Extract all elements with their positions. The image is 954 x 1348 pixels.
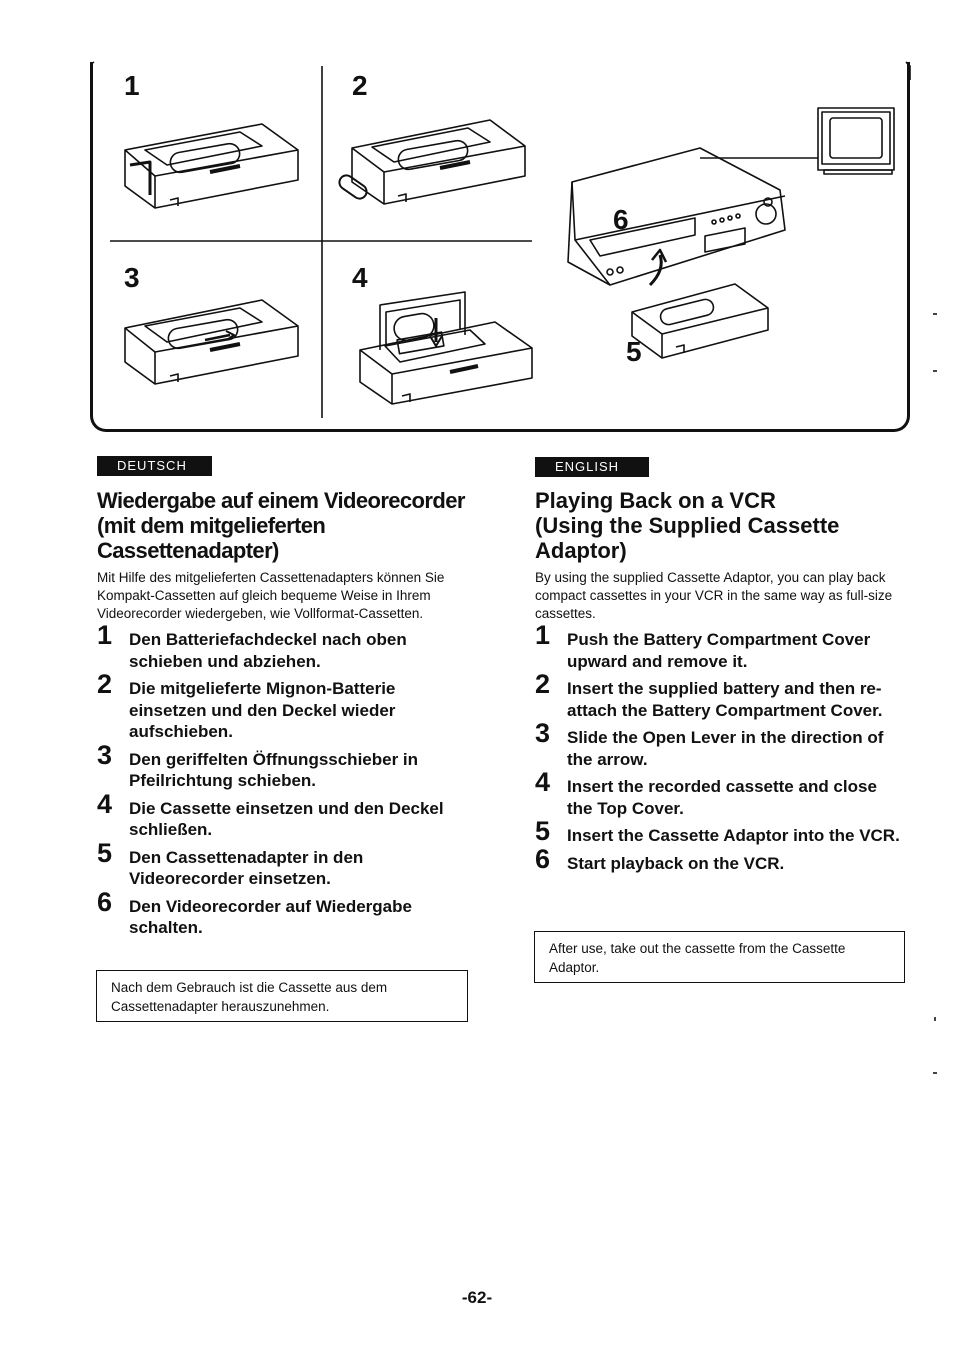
cassette-adaptor-step1 xyxy=(125,124,298,208)
step-number: 4 xyxy=(535,767,551,797)
margin-speck xyxy=(933,313,937,315)
english-step xyxy=(535,767,905,819)
deutsch-step xyxy=(97,886,467,939)
english-title-line: Adaptor) xyxy=(535,538,627,563)
english-step xyxy=(535,620,905,672)
english-title-line: Playing Back on a VCR xyxy=(535,488,776,513)
language-badge-english: ENGLISH xyxy=(535,457,649,477)
step-text: Den geriffelten Öffnungsschieber in Pfeilrichtung schieben. xyxy=(129,749,419,790)
cassette-adaptor-step3 xyxy=(125,300,298,384)
step-text: Start playback on the VCR. xyxy=(567,853,785,873)
margin-speck xyxy=(934,1017,936,1021)
step-text: Den Batteriefachdeckel nach oben schieben und abziehen. xyxy=(129,630,407,671)
cassette-adaptor-step4 xyxy=(360,292,532,404)
deutsch-step xyxy=(97,739,467,792)
english-title-line: (Using the Supplied Cassette xyxy=(535,513,840,538)
cassette-adaptor-step2 xyxy=(337,120,525,204)
panel-label-5: 5 xyxy=(626,336,642,367)
step-text: Slide the Open Lever in the direction of the arrow. xyxy=(567,728,884,769)
cassette-adaptor-step5 xyxy=(632,284,768,358)
english-steps xyxy=(535,620,905,874)
deutsch-title-line: (mit dem mitgelieferten xyxy=(97,513,326,538)
english-title xyxy=(535,488,905,563)
english-step xyxy=(535,718,905,770)
step-number: 2 xyxy=(97,669,113,699)
step-text: Die Cassette einsetzen und den Deckel schließen. xyxy=(129,798,444,839)
step-number: 5 xyxy=(535,816,551,846)
deutsch-step xyxy=(97,669,467,743)
deutsch-column xyxy=(97,488,467,945)
step-number: 3 xyxy=(535,718,551,748)
panel-label-2: 2 xyxy=(352,70,368,101)
deutsch-title-line: Wiedergabe auf einem Videorecorder xyxy=(97,488,465,513)
step-text: Den Videorecorder auf Wiedergabe schalten. xyxy=(129,896,412,937)
step-text: Den Cassettenadapter in den Videorecorder einsetzen. xyxy=(129,847,364,888)
step-number: 6 xyxy=(97,886,113,917)
step-text: Insert the supplied battery and then re-attach the Battery Compartment Cover. xyxy=(567,679,883,720)
step-number: 3 xyxy=(97,739,113,770)
page-number: -62- xyxy=(461,1288,493,1307)
english-intro: By using the supplied Cassette Adaptor, you can play back compact cassettes in your VCR in the same way as full-size cassettes. xyxy=(535,570,893,621)
step-text: Die mitgelieferte Mignon-Batterie einsetzen und den Deckel wieder aufschieben. xyxy=(129,679,396,741)
panel-label-1: 1 xyxy=(124,70,140,101)
english-step xyxy=(535,816,905,847)
margin-speck xyxy=(933,370,937,372)
deutsch-intro: Mit Hilfe des mitgelieferten Cassettenadapters können Sie Kompakt-Cassetten auf gleich bequeme Weise in Ihrem Videorecorder wiedergeben, wie Vollformat-Cassetten. xyxy=(97,570,445,621)
deutsch-note: Nach dem Gebrauch ist die Cassette aus dem Cassettenadapter herauszunehmen. xyxy=(96,970,468,1022)
margin-speck xyxy=(933,1072,937,1074)
step-number: 5 xyxy=(97,837,113,868)
illustration xyxy=(0,0,954,440)
step-text: Insert the recorded cassette and close the Top Cover. xyxy=(567,777,877,818)
vcr-illustration xyxy=(568,148,785,285)
deutsch-step xyxy=(97,788,467,841)
english-step xyxy=(535,669,905,721)
step-text: Push the Battery Compartment Cover upward and remove it. xyxy=(567,630,871,671)
deutsch-title xyxy=(97,488,467,563)
deutsch-steps xyxy=(97,620,467,939)
step-number: 1 xyxy=(535,620,551,650)
panel-label-3: 3 xyxy=(124,262,140,293)
step-text: Insert the Cassette Adaptor into the VCR. xyxy=(567,826,900,845)
deutsch-step xyxy=(97,837,467,890)
step-number: 1 xyxy=(97,620,113,650)
english-note: After use, take out the cassette from the Cassette Adaptor. xyxy=(534,931,905,983)
english-step xyxy=(535,843,905,875)
step-number: 4 xyxy=(97,788,113,819)
panel-label-6: 6 xyxy=(613,204,629,235)
language-badge-deutsch: DEUTSCH xyxy=(97,456,212,476)
english-column xyxy=(535,488,905,880)
deutsch-step xyxy=(97,620,467,672)
step-number: 2 xyxy=(535,669,551,699)
panel-label-4: 4 xyxy=(352,262,368,293)
deutsch-title-line: Cassettenadapter) xyxy=(97,538,279,563)
step-number: 6 xyxy=(535,843,551,874)
